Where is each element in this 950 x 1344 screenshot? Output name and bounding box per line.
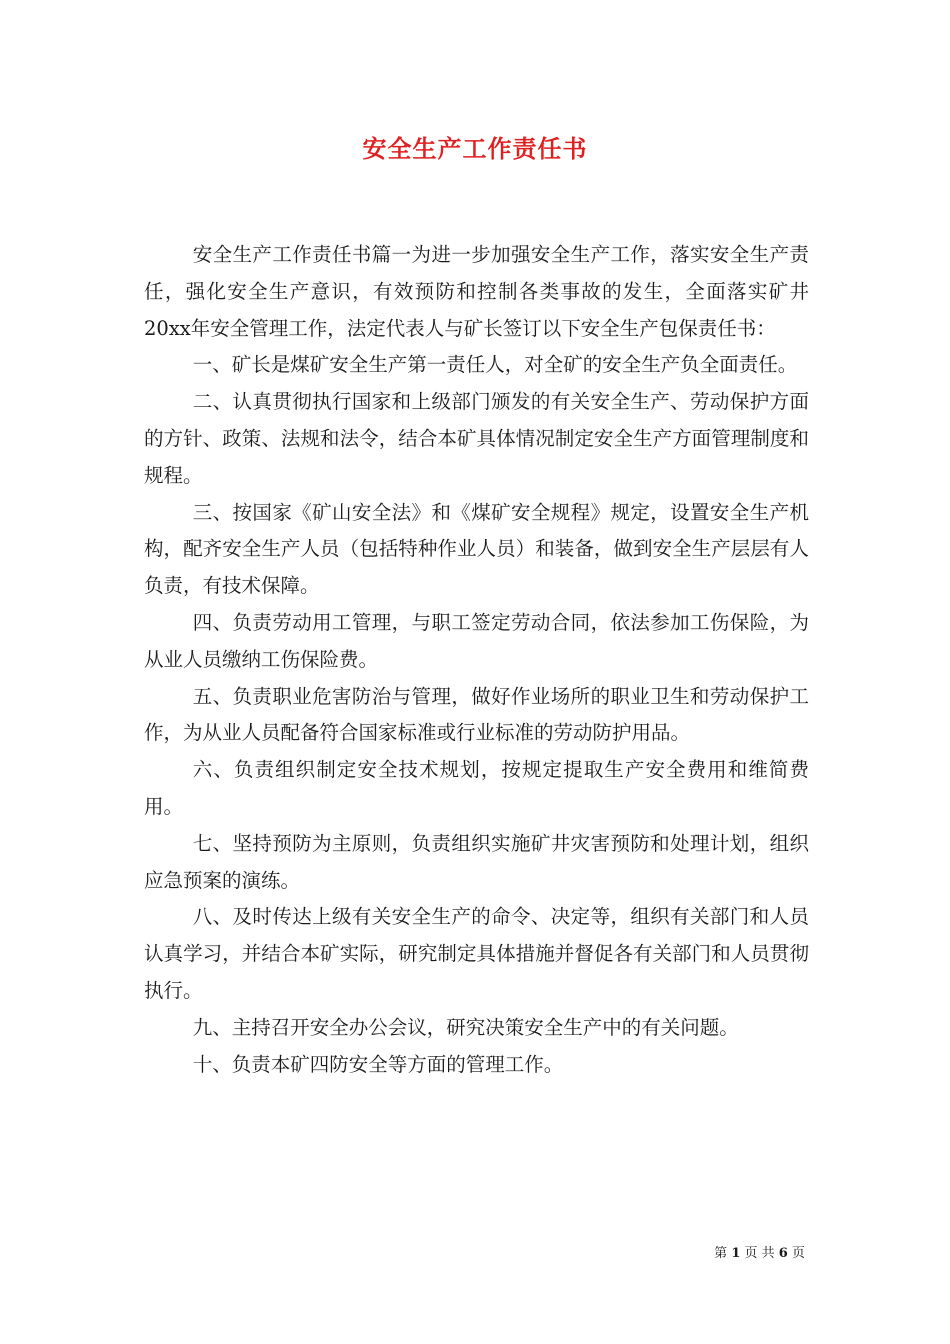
clause-paragraph-9: 九、主持召开安全办公会议，研究决策安全生产中的有关问题。 [192,1015,739,1039]
footer-middle: 页 共 [744,1246,775,1261]
total-page-count: 6 [778,1246,788,1261]
clause-paragraph-4: 四、负责劳动用工管理，与职工签定劳动合同，依法参加工伤保险，为从业人员缴纳工伤保险费。 [144,610,809,671]
current-page-number: 1 [731,1246,741,1261]
document-body [144,237,809,1083]
page-number-footer [714,1244,805,1264]
clause-paragraph-1: 一、矿长是煤矿安全生产第一责任人，对全矿的安全生产负全面责任。 [192,353,798,377]
clause-paragraph-6: 六、负责组织制定安全技术规划，按规定提取生产安全费用和维简费用。 [144,758,809,818]
clause-paragraph-3: 三、按国家《矿山安全法》和《煤矿安全规程》规定，设置安全生产机构，配齐安全生产人员（包括特种作业人员）和装备，做到安全生产层层有人负责，有技术保障。 [144,500,809,598]
intro-paragraph: 安全生产工作责任书篇一为进一步加强安全生产工作，落实安全生产责任，强化安全生产意识，有效预防和控制各类事故的发生，全面落实矿井20xx年安全管理工作，法定代表人与矿长签订以下安全生产包保责任书： [144,243,809,340]
clause-paragraph-5: 五、负责职业危害防治与管理，做好作业场所的职业卫生和劳动保护工作，为从业人员配备符合国家标准或行业标准的劳动防护用品。 [144,684,809,745]
clause-paragraph-7: 七、坚持预防为主原则，负责组织实施矿井灾害预防和处理计划，组织应急预案的演练。 [144,831,809,892]
footer-prefix: 第 [714,1246,728,1261]
document-title: 安全生产工作责任书 [362,134,588,163]
clause-paragraph-2: 二、认真贯彻执行国家和上级部门颁发的有关安全生产、劳动保护方面的方针、政策、法规和法令，结合本矿具体情况制定安全生产方面管理制度和规程。 [144,390,809,487]
clause-paragraph-10: 十、负责本矿四防安全等方面的管理工作。 [192,1052,564,1076]
clause-paragraph-8: 八、及时传达上级有关安全生产的命令、决定等，组织有关部门和人员认真学习，并结合本矿实际，研究制定具体措施并督促各有关部门和人员贯彻执行。 [144,905,809,1002]
footer-suffix: 页 [791,1246,805,1261]
